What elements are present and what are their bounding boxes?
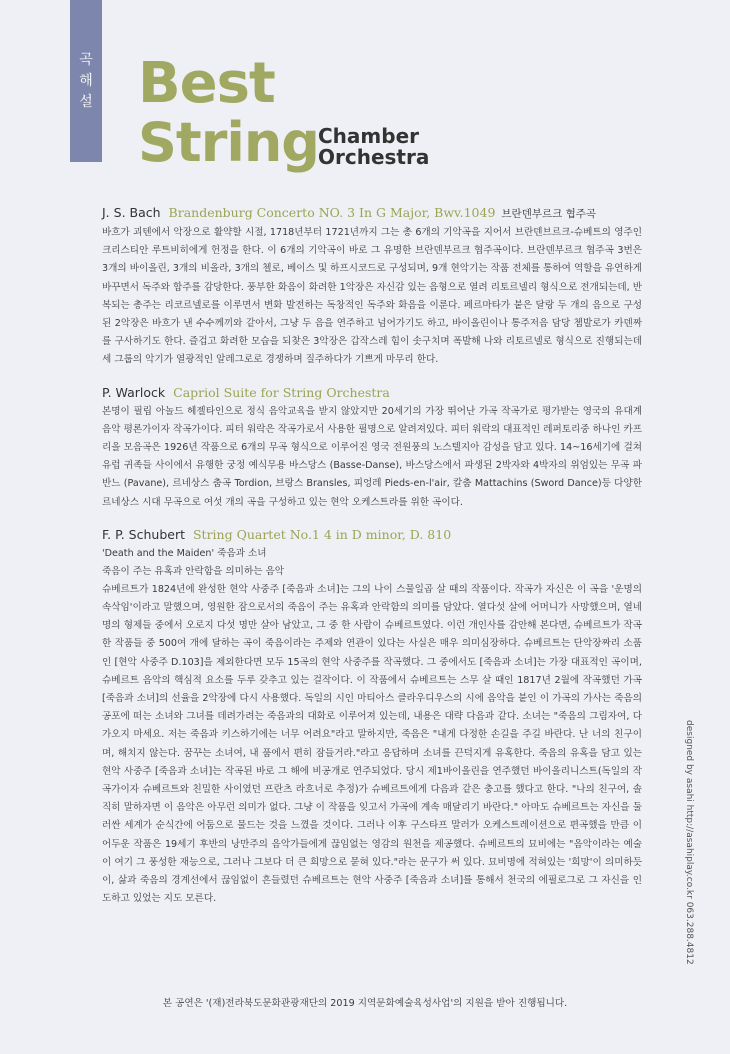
section-body: 슈베르트가 1824년에 완성한 현악 사중주 [죽음과 소녀]는 그의 나이 스물일곱 살 때의 작품이다. 작곡가 자신은 이 곡을 '운명의 속삭임'이라고 말했으며, 영원한 잠으로서의 죽음이 주는 유혹과 안락함의 의미를 담았다. 열다섯 살에 어머니가 사망했으며, 열네 명의 형제들 중에서 오로지 다섯 명만 살아 남았고, 그 중 한 사람이 슈베르트였다. 이런 개인사를 감안해 본다면, 슈베르트가 작곡한 작품들 중 500여 개에 달하는 곡이 죽음이라는 주제와 연관이 있다는 사실은 매우 의미심장하다. 슈베르트는 단악장짜리 소품인 [현악 사중주 D.103]을 제외한다면 모두 15곡의 현악 사중주를 작곡했다. 그 중에서도 [죽음과 소녀]는 가장 대표적인 곡이며, 슈베르트 음악의 핵심적 요소를 두루 갖추고 있는 걸작이다. 이 작품에서 슈베르트는 스무 살 때인 1817년 2월에 작곡했던 가곡 [죽음과 소녀]의 선율을 2악장에 다시 사용했다. 독일의 시인 마티아스 클라우디우스의 시에 음악을 붙인 이 가곡의 가사는 죽음의 공포에 떠는 소녀와 그녀를 데려가려는 죽음과의 대화로 이루어져 있는데, 내용은 대략 다음과 같다. 소녀는 "죽음의 그림자여, 다가오지 마세요. 저는 죽음과 키스하기에는 너무 어려요"라고 말하지만, 죽음은 "내게 다정한 손길을 주길 바란다. 난 너의 친구이며, 해치지 않는다. 꿈꾸는 소녀여, 내 품에서 편히 잠들거라."라고 응답하며 소녀를 끈덕지게 유혹한다. 죽음의 유혹을 담고 있는 현악 사중주 [죽음과 소녀]는 작곡된 바로 그 해에 비공개로 연주되었다. 당시 제1바이올린을 연주했던 바이올리니스트(독일의 작곡가이자 슈베르트와 친밀한 사이였던 프란츠 라흐너로 추정)가 슈베르트에게 다음과 같은 충고를 했다고 한다. "나의 친구여, 솔직히 말하자면 이 음악은 아무런 의미가 없다. 그냥 이 작품을 잊고서 가곡에 계속 매달리기 바란다." 아마도 슈베르트는 자신을 둘러싼 세계가 순식간에 어둠으로 물드는 것을 느꼈을 것이다. 그러나 이후 구스타프 말러가 오케스트레이션으로 편곡했을 만큼 이 어두운 작품은 19세기 후반의 낭만주의 음악가들에게 끊임없는 영감의 원천을 제공했다. 슈베르트의 묘비에는 "음악이라는 예술이 여기 그 풍성한 재능으로, 그러나 그보다 더 큰 희망으로 묻혀 있다."라는 문구가 써 있다. 묘비명에 적혀있는 '희망'이 의미하듯이, 삶과 죽음의 경계선에서 끊임없이 흔들렸던 슈베르트는 현악 사중주 [죽음과 소녀]를 통해서 천국의 에필로그로 그 자신을 인도하고 있었는 지도 모른다.: [102, 583, 642, 905]
designer-credit: designed by asahi http://asahiplay.co.kr 063.288.4812: [684, 720, 694, 965]
work-title: Capriol Suite for String Orchestra: [173, 384, 390, 400]
section-bach: [102, 203, 642, 370]
section-warlock: [102, 383, 642, 512]
composer-name: P. Warlock: [102, 384, 166, 400]
sponsor-note: 본 공연은 '(재)전라북도문화관광재단의 2019 지역문화예술육성사업'의 지원을 받아 진행됩니다.: [162, 998, 568, 1009]
work-title-korean: 브란덴부르크 협주곡: [501, 208, 597, 220]
title-chamber: Chamber: [318, 124, 419, 148]
composer-name: F. P. Schubert: [102, 526, 185, 542]
title-string: String: [138, 111, 319, 174]
section-label-char: 곡: [79, 51, 93, 68]
section-label-char: 설: [79, 93, 93, 110]
work-title: String Quartet No.1 4 in D minor, D. 810: [192, 526, 452, 542]
section-heading: [102, 383, 642, 403]
title-best: Best: [138, 51, 275, 116]
title-orchestra: Orchestra: [318, 145, 430, 169]
section-body: 바흐가 괴텐에서 악장으로 활약할 시절, 1718년부터 1721년까지 그는 총 6개의 기악곡을 지어서 브란덴브르크-슈베트의 영주인 크리스티안 루트비히에게 헌정을 한다. 이 6개의 기악곡이 바로 그 유명한 브란덴부르크 협주곡이다. 브란덴부르크 협주곡 3번은 3개의 바이올린, 3개의 비올라, 3개의 첼로, 베이스 및 하프시코드로 구성되며, 9개 현악기는 작품 전체를 통하여 역할을 유연하게 바꾸면서 독주와 합주를 감당한다. 풍부한 화음이 화려한 1악장은 자신감 있는 음형으로 열려 리토르넬리 형식으로 전개되는데, 반복되는 총주는 리코르넬로를 이루면서 변화 발전하는 독창적인 독주와 화음을 이룬다. 페르마타가 붙은 달랑 두 개의 음으로 구성된 2악장은 바흐가 낸 수수께끼와 같아서, 그냥 두 음을 연주하고 넘어가기도 하고, 바이올린이나 통주저음 담당 쳄발로가 카덴짜를 구사하기도 한다. 즐겁고 화려한 모습을 되찾은 3악장은 갑작스레 힘이 솟구치며 폭발해 나와 리토르넬로 형식으로 진행되는데 세 그룹의 악기가 열광적인 알레그로로 경쟁하며 질주하다가 기쁘게 마무리 한다.: [102, 227, 642, 366]
section-label-tab: [70, 0, 102, 162]
program-notes: [102, 203, 642, 922]
work-subtitle: 'Death and the Maiden' 죽음과 소녀: [102, 547, 267, 559]
section-body: 본명이 필립 아놀드 헤젤타인으로 정식 음악교육을 받지 않았지만 20세기의 가장 뛰어난 가곡 작곡가로 평가받는 영국의 유대계 음악 평론가이자 작곡가이다. 피터 워락은 작곡가로서 사용한 필명으로 알려져있다. 피터 워락의 대표적인 레퍼토리중 하나인 카프리올 모음곡은 1926년 작품으로 6개의 무곡 형식으로 이루어진 영국 전원풍의 노스텔지아 감성을 담고 있다. 14~16세기에 걸쳐 유럽 귀족들 사이에서 유행한 궁정 예식무용 바스당스 (Basse-Danse), 바스당스에서 파생된 2박자와 4박자의 위엄있는 무곡 파반느 (Pavane), 르네상스 춤곡 Tordion, 브랑스 Bransles, 피엉레 Pieds-en-l'air, 칼춤 Mattachins (Sword Dance)등 다양한 르네상스 시대 무곡으로 여섯 개의 곡을 구성하고 있는 현악 오케스트라를 위한 곡이다.: [102, 405, 642, 508]
work-subtitle-2: 죽음이 주는 유혹과 안락함을 의미하는 음악: [102, 565, 285, 577]
work-title: Brandenburg Concerto NO. 3 In G Major, Bwv.1049: [168, 205, 496, 220]
section-heading: [102, 525, 642, 545]
section-schubert: [102, 525, 642, 909]
section-heading: [102, 203, 642, 224]
section-label-char: 해: [79, 72, 93, 89]
composer-name: J. S. Bach: [102, 205, 161, 220]
title-chamber-orchestra: [318, 126, 429, 168]
